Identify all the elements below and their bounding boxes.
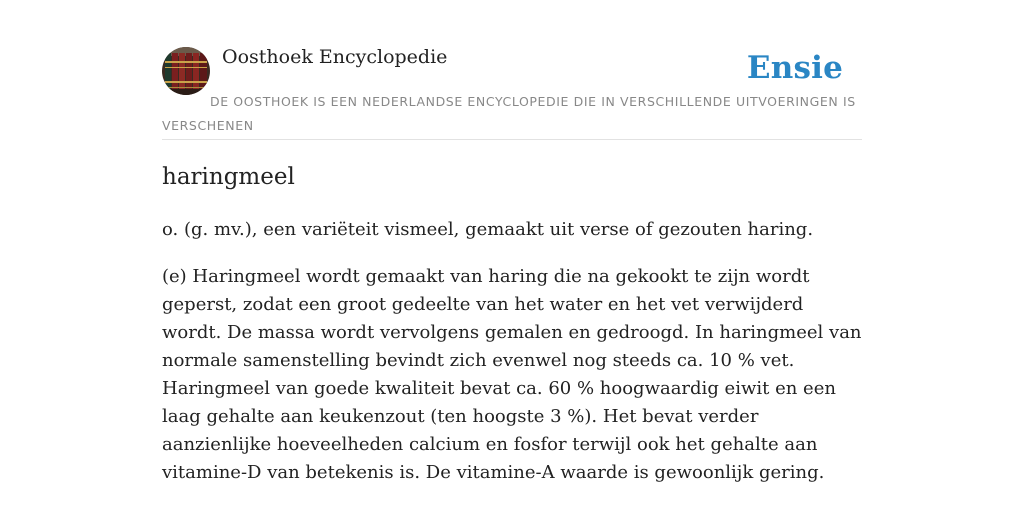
site-tagline: DE OOSTHOEK IS EEN NEDERLANDSE ENCYCLOPEDIE DIE IN VERSCHILLENDE UITVOERINGEN IS VERSCHENEN [162,94,856,133]
header-divider [162,139,862,140]
ensie-logo-link[interactable]: Ensie [746,50,843,86]
entry-definition: o. (g. mv.), een variëteit vismeel, gemaakt uit verse of gezouten haring. [162,219,814,240]
encyclopedia-books-icon[interactable] [162,47,210,95]
entry-headword: haringmeel [162,164,295,190]
site-title[interactable]: Oosthoek Encyclopedie [222,46,448,68]
entry-body: (e) Haringmeel wordt gemaakt van haring die na gekookt te zijn wordt geperst, zodat een groot gedeelte van het water en het vet verwijderd wordt. De massa wordt vervolgens gemalen en gedroogd. In haringmeel van normale samenstelling bevindt zich evenwel nog steeds ca. 10 % vet. Haringmeel van goede kwaliteit bevat ca. 60 % hoogwaardig eiwit en een laag gehalte aan keukenzout (ten hoogste 3 %). Het bevat verder aanzienlijke hoeveelheden calcium en fosfor terwijl ook het gehalte aan vitamine-D van betekenis is. De vitamine-A waarde is gewoonlijk gering. [162,266,862,483]
